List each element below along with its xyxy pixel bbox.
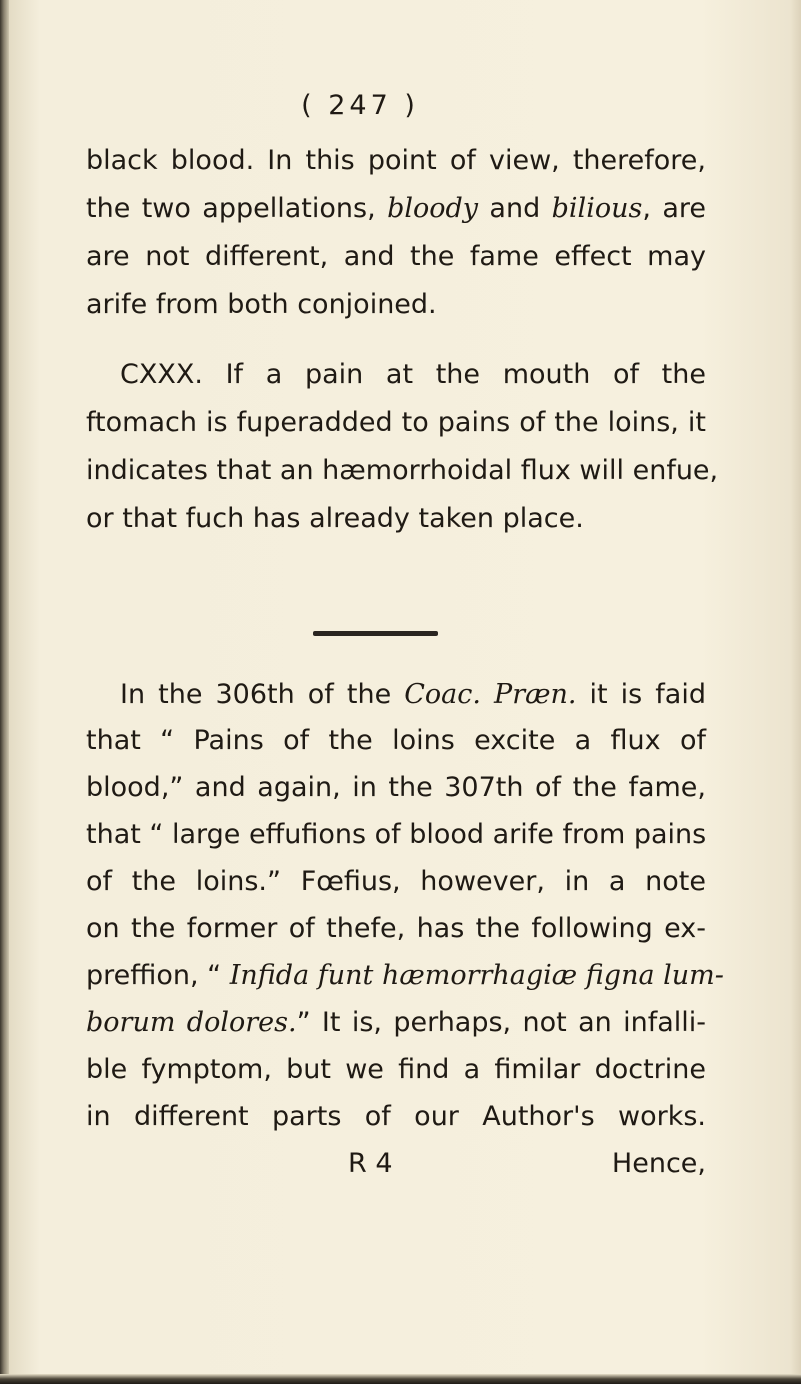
text-line: black blood. In this point of view, therefore, — [86, 145, 706, 176]
italic-title: Coac. Præn. — [404, 679, 577, 710]
text-line — [120, 676, 706, 714]
latin-quote: borum dolores. — [86, 1007, 297, 1038]
text-line: ftomach is fuperadded to pains of the loins, it — [86, 407, 706, 438]
text-fragment: it is faid — [576, 679, 706, 710]
page-number: ( 247 ) — [301, 90, 419, 121]
section-divider — [313, 631, 438, 636]
text-line: on the former of thefe, has the following ex- — [86, 913, 706, 944]
text-line: ble fymptom, but we find a fimilar doctrine — [86, 1054, 706, 1085]
text-line: are not different, and the fame effect may — [86, 241, 706, 272]
latin-quote: Infida funt hæmorrhagiæ figna lum- — [229, 960, 724, 991]
page-footer — [86, 1145, 706, 1183]
text-line: that “ Pains of the loins excite a flux of — [86, 725, 706, 756]
text-line: in different parts of our Author's works. — [86, 1101, 706, 1132]
italic-term: bloody — [387, 193, 479, 224]
text-line — [86, 1004, 706, 1042]
text-line: that “ large effufions of blood arife from pains — [86, 819, 707, 850]
text-line: arife from both conjoined. — [86, 289, 437, 320]
text-fragment: In the 306th of the — [120, 679, 405, 710]
text-fragment: preffion, “ — [86, 960, 230, 991]
page-bottom-edge — [0, 1374, 801, 1384]
text-line — [86, 957, 724, 995]
catchword: Hence, — [611, 1148, 706, 1179]
text-line — [86, 190, 706, 228]
section-heading-line: CXXX. If a pain at the mouth of the — [120, 359, 706, 390]
signature-mark: R 4 — [348, 1148, 393, 1179]
book-spine-shadow — [0, 0, 9, 1384]
text-line: blood,” and again, in the 307th of the fame, — [86, 772, 706, 803]
text-fragment: and — [478, 193, 552, 224]
text-line: of the loins.” Fœfius, however, in a note — [86, 866, 706, 897]
text-line: indicates that an hæmorrhoidal flux will enfue, — [86, 455, 719, 486]
text-line: or that fuch has already taken place. — [86, 503, 584, 534]
text-fragment: the two appellations, — [86, 193, 388, 224]
italic-term: bilious — [551, 193, 643, 224]
text-fragment: , are — [642, 193, 706, 224]
text-fragment: ” It is, perhaps, not an infalli- — [296, 1007, 707, 1038]
